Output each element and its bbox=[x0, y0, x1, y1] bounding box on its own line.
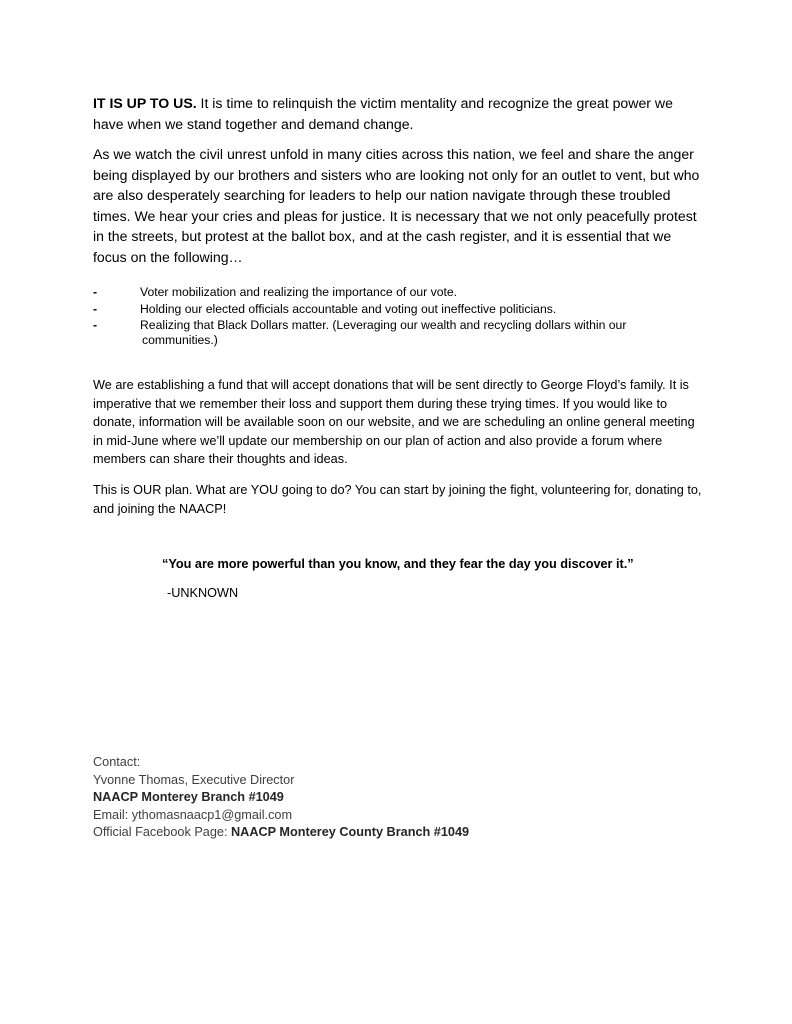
contact-facebook-line bbox=[93, 824, 693, 842]
list-item bbox=[93, 317, 703, 346]
email-address[interactable]: ythomasnaacp1@gmail.com bbox=[131, 807, 293, 822]
contact-branch: NAACP Monterey Branch #1049 bbox=[93, 790, 284, 805]
list-item-continuation: communities.) bbox=[142, 332, 218, 347]
list-item-text: Realizing that Black Dollars matter. (Leveraging our wealth and recycling dollars within our bbox=[140, 318, 627, 332]
focus-list bbox=[93, 284, 703, 346]
list-item-text: Voter mobilization and realizing the importance of our vote. bbox=[140, 285, 458, 299]
intro-text: It is time to relinquish the victim mentality and recognize the great power we have when we stand together and demand change. bbox=[93, 95, 673, 132]
contact-email-line bbox=[93, 807, 693, 825]
facebook-page-name: NAACP Monterey County Branch #1049 bbox=[231, 825, 470, 840]
facebook-label: Official Facebook Page: bbox=[93, 825, 231, 840]
list-item-text: Holding our elected officials accountable and voting out ineffective politicians. bbox=[140, 301, 557, 316]
intro-lead: IT IS UP TO US. bbox=[93, 95, 197, 111]
plan-paragraph: This is OUR plan. What are YOU going to do? You can start by joining the fight, volunteering for, donating to, and joining the NAACP! bbox=[93, 483, 702, 516]
contact-name: Yvonne Thomas, Executive Director bbox=[93, 772, 295, 787]
body-paragraph: As we watch the civil unrest unfold in many cities across this nation, we feel and share the anger being displayed by our brothers and sisters who are looking not only for an outlet to vent, but who are also desperately searching for leaders to help our nation navigate through these troubled times. We hear your cries and pleas for justice. It is necessary that we not only peacefully protest in the streets, but protest at the ballot box, and at the cash register, and it is essential that we focus on the following… bbox=[93, 146, 700, 265]
intro-paragraph bbox=[93, 93, 703, 134]
bullet-dash: - bbox=[93, 301, 98, 316]
quote-attribution: -UNKNOWN bbox=[167, 586, 239, 600]
list-item bbox=[93, 284, 703, 301]
fund-paragraph: We are establishing a fund that will accept donations that will be sent directly to George Floyd’s family. It is imperative that we remember their loss and support them during these trying times. If you would like to donate, information will be available soon on our website, and we are scheduling an online general meeting in mid-June where we’ll update our membership on our plan of action and also provide a forum where members can share their thoughts and ideas. bbox=[93, 378, 695, 466]
list-item bbox=[93, 301, 703, 318]
bullet-dash: - bbox=[93, 285, 98, 299]
bullet-dash: - bbox=[93, 318, 98, 332]
quote-text: “You are more powerful than you know, and they fear the day you discover it.” bbox=[162, 557, 634, 571]
contact-block bbox=[93, 754, 693, 842]
email-label: Email: bbox=[93, 807, 132, 822]
contact-heading: Contact: bbox=[93, 755, 141, 769]
